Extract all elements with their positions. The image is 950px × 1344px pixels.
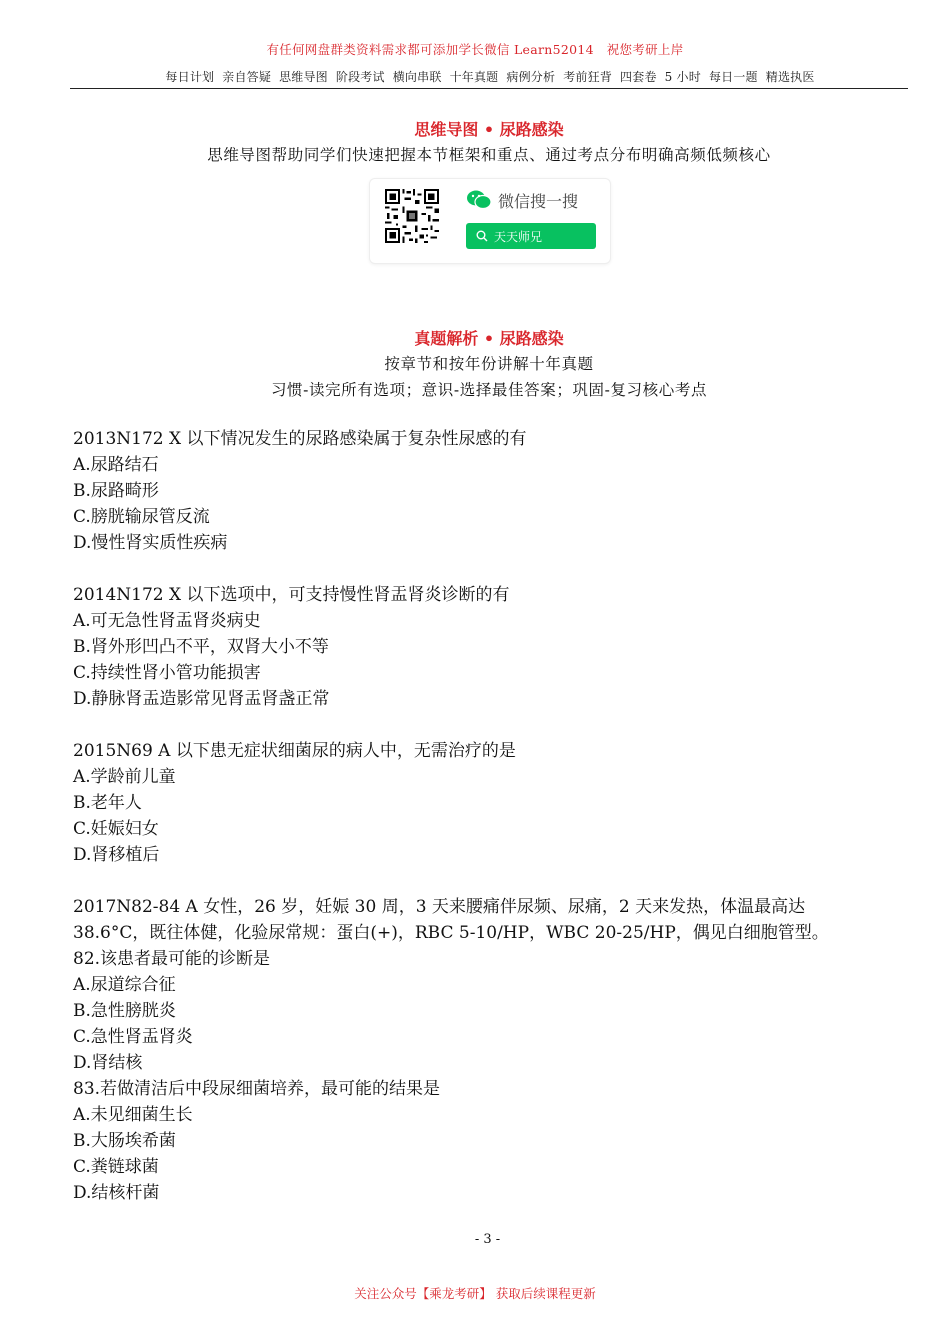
- wechat-search-label: 微信搜一搜: [498, 191, 579, 211]
- nav-item: 亲自答疑: [222, 70, 272, 84]
- nav-item: 横向串联: [392, 70, 442, 84]
- question-block: [73, 894, 913, 1206]
- case-stem-line-1: 2017N82-84 A 女性，26 岁，妊娠 30 周，3 天来腰痛伴尿频、尿痛，2 天来发热，体温最高达: [73, 897, 806, 917]
- question-block: [73, 738, 913, 868]
- header-nav: [0, 68, 950, 85]
- question-block: [73, 582, 913, 712]
- question-stem: 2015N69 A 以下患无症状细菌尿的病人中，无需治疗的是: [73, 741, 516, 761]
- option-b: B.急性膀胱炎: [73, 1001, 176, 1021]
- qr-code-icon[interactable]: [385, 189, 439, 243]
- nav-item: 病例分析: [506, 70, 556, 84]
- option-b: B.尿路畸形: [73, 481, 159, 501]
- question-list: [73, 426, 913, 1232]
- option-d: D.结核杆菌: [73, 1183, 160, 1203]
- option-b: B.老年人: [73, 793, 142, 813]
- case-stem-line-2: 38.6°C，既往体健，化验尿常规：蛋白(+)，RBC 5-10/HP，WBC 20-25/HP，偶见白细胞管型。: [73, 923, 829, 943]
- option-c: C.妊娠妇女: [73, 819, 159, 839]
- nav-item: 四套卷: [620, 70, 657, 84]
- mindmap-subtitle: 思维导图帮助同学们快速把握本节框架和重点、通过考点分布明确高频低频核心: [207, 146, 771, 164]
- option-a: A.学龄前儿童: [73, 767, 176, 787]
- option-d: D.静脉肾盂造影常见肾盂肾盏正常: [73, 689, 330, 709]
- option-a: A.尿道综合征: [73, 975, 176, 995]
- option-d: D.肾移植后: [73, 845, 160, 865]
- question-stem: 2014N172 X 以下选项中，可支持慢性肾盂肾炎诊断的有: [73, 585, 510, 605]
- footer-notice: 关注公众号【乘龙考研】 获取后续课程更新: [354, 1286, 596, 1301]
- option-c: C.急性肾盂肾炎: [73, 1027, 193, 1047]
- option-c: C.粪链球菌: [73, 1157, 159, 1177]
- nav-item: 十年真题: [449, 70, 499, 84]
- wechat-search-box[interactable]: [466, 223, 596, 249]
- option-d: D.慢性肾实质性疾病: [73, 533, 228, 553]
- nav-item: 每日一题: [708, 70, 758, 84]
- wechat-search-icon: [466, 189, 492, 211]
- exam-subtitle-1: 按章节和按年份讲解十年真题: [384, 355, 594, 373]
- page-number: - 3 -: [474, 1232, 501, 1247]
- mindmap-title: 思维导图 • 尿路感染: [414, 120, 564, 139]
- nav-item: 考前狂背: [563, 70, 613, 84]
- sub-question-83: 83.若做清洁后中段尿细菌培养，最可能的结果是: [73, 1079, 441, 1099]
- nav-item: 每日计划: [165, 70, 215, 84]
- search-icon: [476, 230, 488, 242]
- question-block: [73, 426, 913, 556]
- nav-item: 精选执医: [765, 70, 815, 84]
- header-notice: 有任何网盘群类资料需求都可添加学长微信 Learn52014 祝您考研上岸: [266, 42, 684, 57]
- nav-item: 阶段考试: [335, 70, 385, 84]
- option-d: D.肾结核: [73, 1053, 143, 1073]
- question-stem: 2013N172 X 以下情况发生的尿路感染属于复杂性尿感的有: [73, 429, 527, 449]
- wechat-search-card: [369, 178, 611, 264]
- wechat-search-text: 天天师兄: [494, 229, 543, 244]
- option-b: B.大肠埃希菌: [73, 1131, 176, 1151]
- option-c: C.持续性肾小管功能损害: [73, 663, 261, 683]
- sub-question-82: 82.该患者最可能的诊断是: [73, 949, 271, 969]
- exam-title: 真题解析 • 尿路感染: [414, 329, 564, 348]
- option-a: A.尿路结石: [73, 455, 159, 475]
- header-divider: [70, 88, 908, 89]
- nav-item: 5 小时: [664, 70, 701, 84]
- option-c: C.膀胱输尿管反流: [73, 507, 210, 527]
- option-b: B.肾外形凹凸不平，双肾大小不等: [73, 637, 329, 657]
- wechat-search-label-row: [466, 188, 578, 212]
- nav-item: 思维导图: [279, 70, 328, 84]
- exam-subtitle-2: 习惯-读完所有选项；意识-选择最佳答案；巩固-复习核心考点: [270, 381, 708, 399]
- option-a: A.未见细菌生长: [73, 1105, 193, 1125]
- option-a: A.可无急性肾盂肾炎病史: [73, 611, 261, 631]
